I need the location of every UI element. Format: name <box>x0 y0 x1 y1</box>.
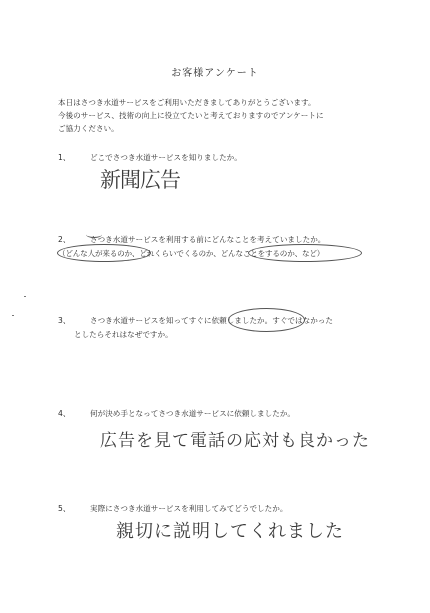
intro-line-3: ご協力ください。 <box>58 124 119 133</box>
question-2-number: 2、 <box>58 235 71 244</box>
question-3-number: 3、 <box>58 316 71 325</box>
question-2-text-line-2: （どんな人が来るのか、どれくらいでくるのか、どんなことをするのか、など） <box>58 249 325 258</box>
intro-line-1: 本日はさつき水道サービスをご利用いただきましてありがとうございます。 <box>58 98 316 107</box>
circle-mark <box>248 244 362 262</box>
answer-4-handwritten: 広告を見て電話の応対も良かった <box>100 431 370 451</box>
intro-text <box>58 96 388 135</box>
answer-5-handwritten: 親切に説明してくれました <box>116 521 344 542</box>
question-1-text: どこでさつき水道サービスを知りましたか。 <box>90 153 242 162</box>
scan-speck <box>12 315 14 316</box>
question-2-text-line-1: さつき水道サービスを利用する前にどんなことを考えていましたか。 <box>90 235 326 244</box>
question-4-number: 4、 <box>58 409 71 418</box>
question-4-text: 何が決め手となってさつき水道サービスに依頼しましたか。 <box>90 409 296 418</box>
question-5-number: 5、 <box>58 504 71 513</box>
question-3-text-line-1: さつき水道サービスを知ってすぐに依頼しましたか。すぐではなかった <box>90 316 333 325</box>
question-3-text-line-2: としたらそれはなぜですか。 <box>74 330 173 339</box>
page-title: お客様アンケート <box>171 68 259 79</box>
underline-mark <box>86 231 102 238</box>
question-5-text: 実際にさつき水道サービスを利用してみてどうでしたか。 <box>90 504 288 513</box>
circle-mark <box>228 308 305 332</box>
intro-line-2: 今後のサービス、技術の向上に役立てたいと考えておりますのでアンケートに <box>58 111 324 120</box>
answer-1-handwritten: 新聞広告 <box>100 168 180 192</box>
circle-mark <box>57 244 151 262</box>
question-1-number: 1、 <box>58 153 71 162</box>
scan-speck <box>24 296 26 297</box>
